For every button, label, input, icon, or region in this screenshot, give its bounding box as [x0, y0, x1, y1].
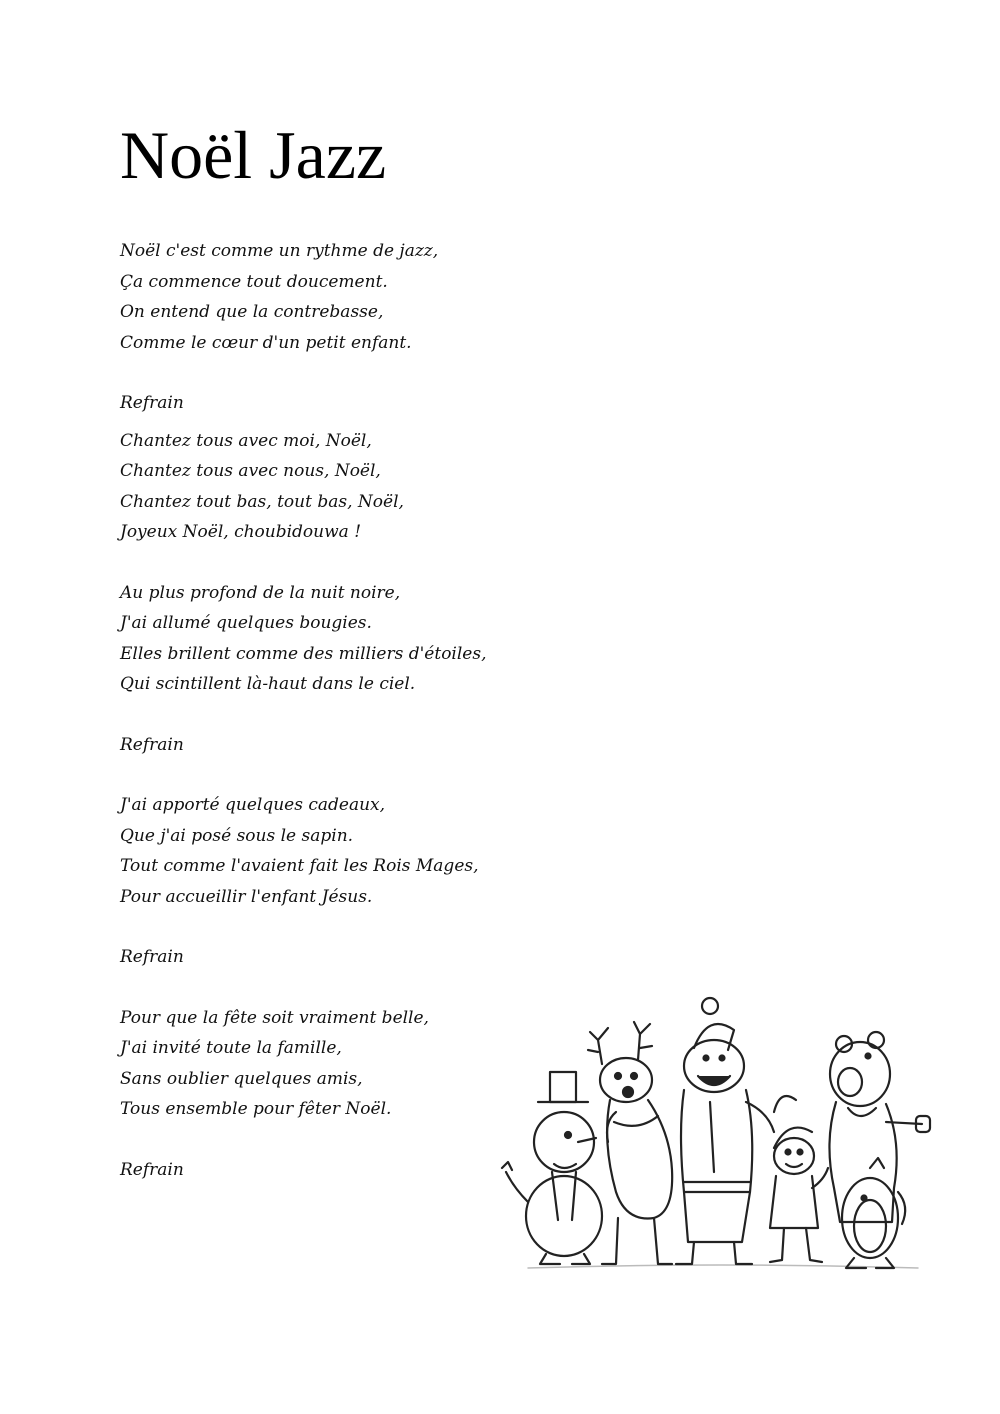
- bear-figure: [829, 1032, 930, 1222]
- santa-figure: [676, 998, 774, 1264]
- page-title: Noël Jazz: [120, 117, 387, 193]
- chorus-line: Chantez tous avec moi, Noël,: [120, 430, 372, 451]
- verse-1: [120, 236, 640, 358]
- chorus: [120, 426, 640, 548]
- refrain-label: Refrain: [120, 947, 184, 967]
- verse-line: Comme le cœur d'un petit enfant.: [120, 332, 412, 353]
- verse-line: Tous ensemble pour fêter Noël.: [120, 1099, 392, 1119]
- elf-figure: [770, 1096, 828, 1262]
- verse-line: Tout comme l'avaient fait les Rois Mages,: [120, 856, 479, 876]
- verse-line: Pour que la fête soit vraiment belle,: [120, 1007, 429, 1028]
- verse-line: Ça commence tout doucement.: [120, 271, 388, 292]
- chorus-line: Chantez tous avec nous, Noël,: [120, 461, 381, 481]
- chorus-line: Chantez tout bas, tout bas, Noël,: [120, 491, 404, 512]
- verse-line: Sans oublier quelques amis,: [120, 1068, 363, 1089]
- chorus-line: Joyeux Noël, choubidouwa !: [120, 522, 362, 542]
- verse-line: Que j'ai posé sous le sapin.: [120, 825, 354, 846]
- verse-line: J'ai invité toute la famille,: [120, 1038, 342, 1058]
- refrain-label: Refrain: [120, 393, 184, 413]
- christmas-characters-illustration: [498, 992, 940, 1277]
- verse-line: Qui scintillent là-haut dans le ciel.: [120, 674, 416, 694]
- verse-line: Elles brillent comme des milliers d'étoiles,: [120, 643, 487, 664]
- verse-line: J'ai allumé quelques bougies.: [120, 613, 372, 633]
- verse-line: Au plus profond de la nuit noire,: [120, 582, 401, 603]
- refrain-label: Refrain: [120, 734, 184, 755]
- verse-line: J'ai apporté quelques cadeaux,: [120, 795, 386, 815]
- verse-3: [120, 790, 640, 912]
- verse-line: Noël c'est comme un rythme de jazz,: [120, 241, 439, 261]
- verse-line: On entend que la contrebasse,: [120, 302, 384, 322]
- verse-line: Pour accueillir l'enfant Jésus.: [120, 886, 373, 907]
- refrain-label: Refrain: [120, 1159, 184, 1180]
- verse-2: [120, 578, 640, 700]
- snowman-figure: [502, 1072, 602, 1264]
